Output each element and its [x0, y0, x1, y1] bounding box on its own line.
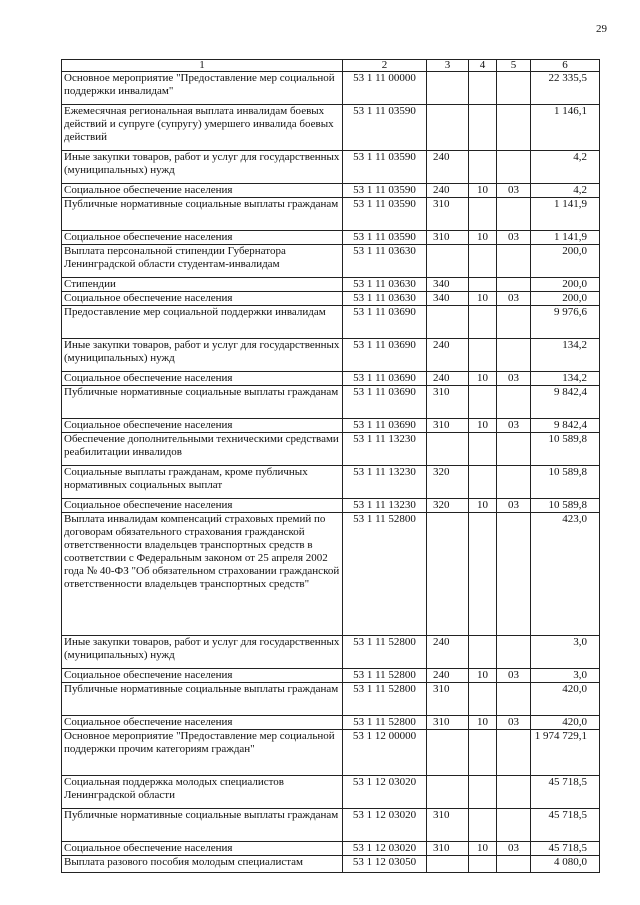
cell-code: 53 1 12 03020 — [343, 776, 427, 809]
cell-name: Публичные нормативные социальные выплаты гражданам — [62, 386, 343, 419]
cell-section — [469, 72, 497, 105]
table-row — [62, 105, 600, 151]
cell-section: 10 — [469, 419, 497, 433]
cell-section — [469, 466, 497, 499]
table-row — [62, 513, 600, 636]
cell-section — [469, 306, 497, 339]
cell-expense-type: 310 — [427, 386, 469, 419]
cell-name: Ежемесячная региональная выплата инвалидам боевых действий и супруге (супругу) умершего инвалида боевых действий — [62, 105, 343, 151]
cell-subsection — [497, 466, 531, 499]
cell-name: Социальное обеспечение населения — [62, 842, 343, 856]
cell-name: Основное мероприятие "Предоставление мер социальной поддержки инвалидам" — [62, 72, 343, 105]
cell-expense-type — [427, 245, 469, 278]
cell-name: Предоставление мер социальной поддержки инвалидам — [62, 306, 343, 339]
cell-subsection: 03 — [497, 842, 531, 856]
cell-expense-type: 240 — [427, 669, 469, 683]
cell-name: Публичные нормативные социальные выплаты гражданам — [62, 809, 343, 842]
cell-expense-type — [427, 306, 469, 339]
cell-expense-type — [427, 433, 469, 466]
cell-subsection — [497, 386, 531, 419]
table-row — [62, 499, 600, 513]
cell-subsection: 03 — [497, 184, 531, 198]
cell-subsection: 03 — [497, 292, 531, 306]
cell-section — [469, 683, 497, 716]
cell-subsection — [497, 730, 531, 776]
cell-sum: 10 589,8 — [531, 433, 600, 466]
cell-subsection — [497, 856, 531, 873]
cell-name: Социальная поддержка молодых специалистов Ленинградской области — [62, 776, 343, 809]
cell-expense-type: 320 — [427, 466, 469, 499]
cell-expense-type — [427, 105, 469, 151]
cell-code: 53 1 11 03590 — [343, 184, 427, 198]
cell-section — [469, 151, 497, 184]
cell-code: 53 1 11 13230 — [343, 499, 427, 513]
table-row — [62, 72, 600, 105]
table-row — [62, 716, 600, 730]
cell-sum: 9 976,6 — [531, 306, 600, 339]
cell-code: 53 1 11 03690 — [343, 306, 427, 339]
cell-code: 53 1 11 03590 — [343, 105, 427, 151]
cell-code: 53 1 12 00000 — [343, 730, 427, 776]
cell-sum: 134,2 — [531, 372, 600, 386]
cell-code: 53 1 11 03690 — [343, 386, 427, 419]
cell-subsection — [497, 636, 531, 669]
cell-section: 10 — [469, 231, 497, 245]
cell-expense-type: 310 — [427, 716, 469, 730]
cell-subsection — [497, 306, 531, 339]
cell-name: Социальное обеспечение населения — [62, 716, 343, 730]
cell-subsection: 03 — [497, 372, 531, 386]
table-row — [62, 151, 600, 184]
cell-code: 53 1 11 52800 — [343, 636, 427, 669]
cell-sum: 423,0 — [531, 513, 600, 636]
cell-section — [469, 856, 497, 873]
cell-subsection — [497, 245, 531, 278]
cell-section: 10 — [469, 669, 497, 683]
cell-section — [469, 809, 497, 842]
cell-sum: 9 842,4 — [531, 419, 600, 433]
cell-subsection: 03 — [497, 669, 531, 683]
cell-subsection: 03 — [497, 716, 531, 730]
cell-code: 53 1 11 52800 — [343, 716, 427, 730]
cell-name: Публичные нормативные социальные выплаты гражданам — [62, 198, 343, 231]
cell-code: 53 1 11 03590 — [343, 151, 427, 184]
cell-expense-type: 310 — [427, 683, 469, 716]
cell-subsection — [497, 198, 531, 231]
cell-name: Обеспечение дополнительными техническими средствами реабилитации инвалидов — [62, 433, 343, 466]
cell-code: 53 1 11 03690 — [343, 339, 427, 372]
cell-subsection — [497, 809, 531, 842]
cell-subsection — [497, 72, 531, 105]
cell-sum: 4,2 — [531, 184, 600, 198]
cell-name: Социальное обеспечение населения — [62, 669, 343, 683]
cell-code: 53 1 11 52800 — [343, 513, 427, 636]
cell-sum: 45 718,5 — [531, 842, 600, 856]
header-cell: 3 — [427, 60, 469, 72]
cell-section — [469, 776, 497, 809]
table-row — [62, 339, 600, 372]
cell-name: Выплата персональной стипендии Губернатора Ленинградской области студентам-инвалидам — [62, 245, 343, 278]
cell-section — [469, 245, 497, 278]
cell-code: 53 1 12 03020 — [343, 809, 427, 842]
cell-name: Публичные нормативные социальные выплаты гражданам — [62, 683, 343, 716]
cell-name: Социальное обеспечение населения — [62, 184, 343, 198]
cell-section: 10 — [469, 716, 497, 730]
cell-section — [469, 105, 497, 151]
cell-expense-type: 240 — [427, 339, 469, 372]
header-cell: 2 — [343, 60, 427, 72]
cell-sum: 3,0 — [531, 636, 600, 669]
header-cell: 5 — [497, 60, 531, 72]
table-row — [62, 419, 600, 433]
table-row — [62, 372, 600, 386]
cell-section: 10 — [469, 184, 497, 198]
page-number: 29 — [596, 23, 607, 35]
cell-name: Выплата разового пособия молодым специалистам — [62, 856, 343, 873]
cell-sum: 1 146,1 — [531, 105, 600, 151]
table-row — [62, 730, 600, 776]
cell-section — [469, 433, 497, 466]
cell-sum: 1 141,9 — [531, 198, 600, 231]
table-row — [62, 669, 600, 683]
cell-code: 53 1 11 52800 — [343, 669, 427, 683]
cell-subsection — [497, 776, 531, 809]
cell-name: Социальное обеспечение населения — [62, 419, 343, 433]
cell-code: 53 1 11 00000 — [343, 72, 427, 105]
cell-subsection: 03 — [497, 419, 531, 433]
cell-expense-type: 310 — [427, 809, 469, 842]
cell-name: Социальное обеспечение населения — [62, 292, 343, 306]
cell-section — [469, 513, 497, 636]
cell-code: 53 1 11 03690 — [343, 372, 427, 386]
cell-code: 53 1 11 52800 — [343, 683, 427, 716]
table-row — [62, 842, 600, 856]
cell-expense-type — [427, 776, 469, 809]
table-row — [62, 292, 600, 306]
table-row — [62, 466, 600, 499]
cell-sum: 45 718,5 — [531, 776, 600, 809]
cell-expense-type: 240 — [427, 184, 469, 198]
cell-name: Основное мероприятие "Предоставление мер социальной поддержки прочим категориям граждан" — [62, 730, 343, 776]
cell-code: 53 1 11 13230 — [343, 433, 427, 466]
header-cell: 6 — [531, 60, 600, 72]
cell-sum: 200,0 — [531, 245, 600, 278]
table-row — [62, 278, 600, 292]
cell-name: Социальные выплаты гражданам, кроме публичных нормативных социальных выплат — [62, 466, 343, 499]
cell-sum: 4,2 — [531, 151, 600, 184]
cell-name: Иные закупки товаров, работ и услуг для государственных (муниципальных) нужд — [62, 636, 343, 669]
cell-code: 53 1 12 03020 — [343, 842, 427, 856]
table-row — [62, 184, 600, 198]
cell-subsection — [497, 683, 531, 716]
cell-code: 53 1 11 13230 — [343, 466, 427, 499]
cell-code: 53 1 11 03690 — [343, 419, 427, 433]
cell-code: 53 1 11 03630 — [343, 245, 427, 278]
cell-sum: 1 141,9 — [531, 231, 600, 245]
cell-expense-type: 240 — [427, 636, 469, 669]
cell-expense-type — [427, 730, 469, 776]
cell-expense-type: 240 — [427, 151, 469, 184]
cell-sum: 420,0 — [531, 683, 600, 716]
cell-section: 10 — [469, 842, 497, 856]
table-row — [62, 198, 600, 231]
table-row — [62, 433, 600, 466]
cell-sum: 10 589,8 — [531, 466, 600, 499]
cell-sum: 45 718,5 — [531, 809, 600, 842]
cell-sum: 1 974 729,1 — [531, 730, 600, 776]
cell-section — [469, 730, 497, 776]
cell-subsection — [497, 433, 531, 466]
cell-expense-type — [427, 513, 469, 636]
cell-section — [469, 386, 497, 419]
cell-section: 10 — [469, 499, 497, 513]
cell-subsection — [497, 151, 531, 184]
cell-expense-type: 320 — [427, 499, 469, 513]
cell-subsection — [497, 339, 531, 372]
cell-expense-type: 310 — [427, 231, 469, 245]
cell-section — [469, 636, 497, 669]
cell-sum: 4 080,0 — [531, 856, 600, 873]
table-row — [62, 636, 600, 669]
table-row — [62, 809, 600, 842]
cell-name: Стипендии — [62, 278, 343, 292]
cell-section — [469, 278, 497, 292]
cell-expense-type — [427, 72, 469, 105]
cell-name: Социальное обеспечение населения — [62, 231, 343, 245]
cell-expense-type: 340 — [427, 292, 469, 306]
cell-subsection — [497, 278, 531, 292]
header-cell: 1 — [62, 60, 343, 72]
table-row — [62, 776, 600, 809]
table-row — [62, 306, 600, 339]
table-row — [62, 386, 600, 419]
cell-section: 10 — [469, 372, 497, 386]
cell-sum: 10 589,8 — [531, 499, 600, 513]
cell-expense-type: 310 — [427, 842, 469, 856]
cell-name: Социальное обеспечение населения — [62, 372, 343, 386]
cell-section — [469, 339, 497, 372]
header-cell: 4 — [469, 60, 497, 72]
cell-section: 10 — [469, 292, 497, 306]
cell-expense-type — [427, 856, 469, 873]
table-row — [62, 856, 600, 873]
cell-code: 53 1 12 03050 — [343, 856, 427, 873]
cell-name: Иные закупки товаров, работ и услуг для государственных (муниципальных) нужд — [62, 339, 343, 372]
cell-subsection — [497, 105, 531, 151]
cell-expense-type: 340 — [427, 278, 469, 292]
budget-table — [61, 59, 600, 873]
cell-subsection: 03 — [497, 231, 531, 245]
cell-section — [469, 198, 497, 231]
table-row — [62, 683, 600, 716]
table-header-row — [62, 60, 600, 72]
cell-subsection — [497, 513, 531, 636]
cell-name: Выплата инвалидам компенсаций страховых премий по договорам обязательного страхования гражданской ответственности владельцев транспортных средств в соответствии с Федеральным законом от 25 апреля 2002 года № 40-ФЗ "Об обязательном страховании гражданской ответственности владельцев транспортных средств" — [62, 513, 343, 636]
cell-code: 53 1 11 03590 — [343, 231, 427, 245]
cell-code: 53 1 11 03590 — [343, 198, 427, 231]
cell-expense-type: 310 — [427, 419, 469, 433]
cell-expense-type: 240 — [427, 372, 469, 386]
cell-sum: 22 335,5 — [531, 72, 600, 105]
cell-sum: 134,2 — [531, 339, 600, 372]
cell-code: 53 1 11 03630 — [343, 292, 427, 306]
table-row — [62, 245, 600, 278]
cell-sum: 3,0 — [531, 669, 600, 683]
cell-code: 53 1 11 03630 — [343, 278, 427, 292]
cell-sum: 420,0 — [531, 716, 600, 730]
cell-name: Иные закупки товаров, работ и услуг для государственных (муниципальных) нужд — [62, 151, 343, 184]
cell-subsection: 03 — [497, 499, 531, 513]
table-row — [62, 231, 600, 245]
cell-sum: 200,0 — [531, 292, 600, 306]
cell-sum: 9 842,4 — [531, 386, 600, 419]
cell-expense-type: 310 — [427, 198, 469, 231]
cell-name: Социальное обеспечение населения — [62, 499, 343, 513]
cell-sum: 200,0 — [531, 278, 600, 292]
